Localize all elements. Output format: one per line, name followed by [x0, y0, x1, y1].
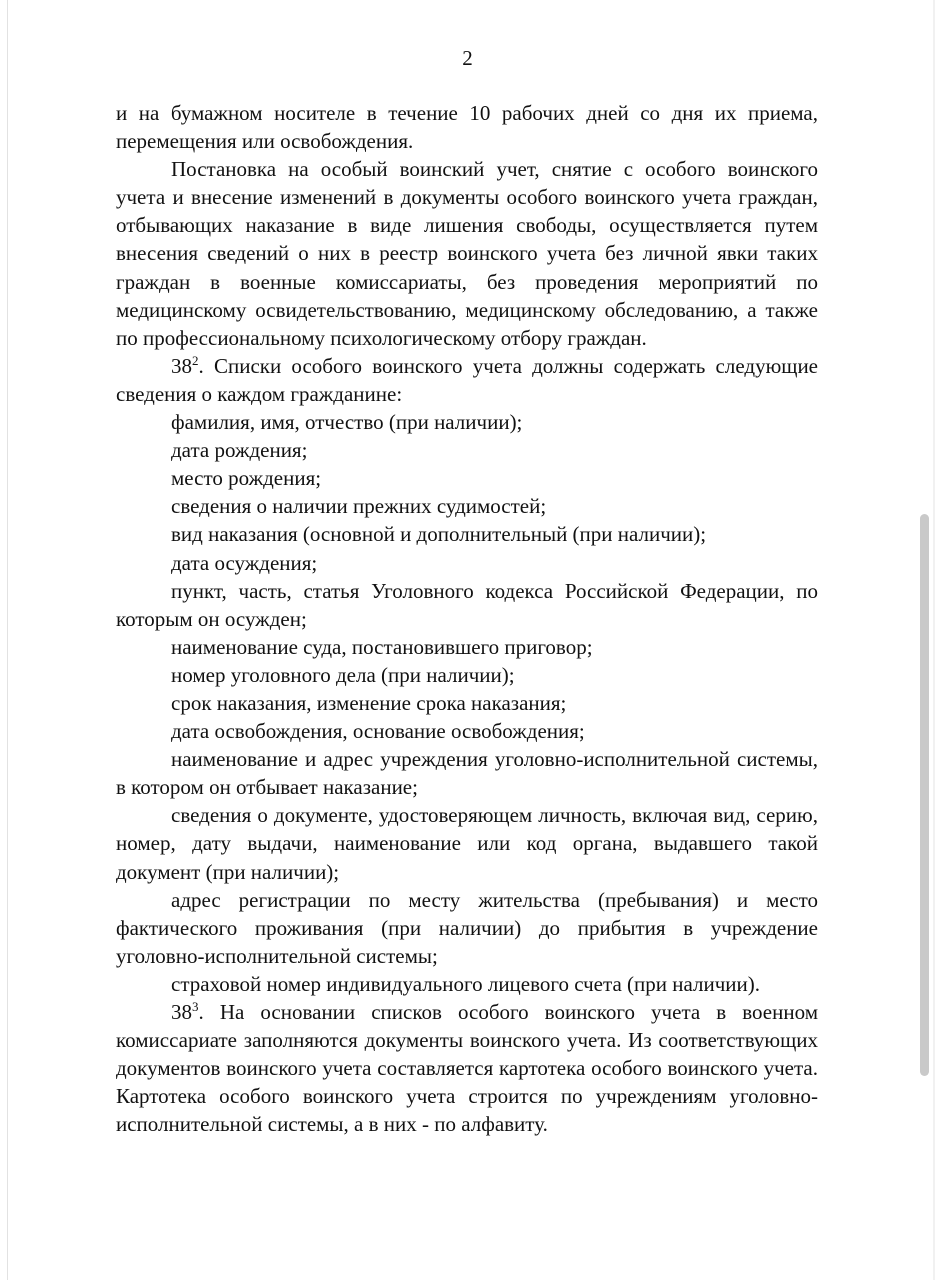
list-item: срок наказания, изменение срока наказания;	[171, 690, 567, 715]
page-number: 2	[462, 46, 473, 70]
list-item: дата освобождения, основание освобождения;	[171, 719, 585, 744]
list-item: страховой номер индивидуального лицевого счета (при наличии).	[171, 971, 760, 996]
list-item: пункт, часть, статья Уголовного кодекса Российской Федерации, по которым он осужден;	[116, 578, 818, 631]
clause-text: . Списки особого воинского учета должны содержать следующие сведения о каждом гражданине:	[116, 353, 818, 406]
paragraph-registration: Постановка на особый воинский учет, снятие с особого воинского учета и внесение изменений в документы особого воинского учета граждан, отбывающих наказание в виде лишения свободы, осуществляется путем внесения сведений о них в реестр воинского учета без личной явки таких граждан в военные комиссариаты, без проведения мероприятий по медицинскому освидетельствованию, медицинскому обследованию, а также по профессиональному психологическому отбору граждан.	[116, 157, 818, 350]
paragraph-continuation: и на бумажном носителе в течение 10 рабочих дней со дня их приема, перемещения или освобождения.	[116, 101, 818, 154]
scrollbar-thumb[interactable]	[920, 514, 929, 1076]
list-item: наименование и адрес учреждения уголовно-исполнительной системы, в котором он отбывает наказание;	[116, 747, 818, 800]
list-item: место рождения;	[171, 466, 322, 491]
clause-superscript: 3	[192, 999, 199, 1014]
page-left-edge	[7, 0, 8, 1280]
clause-superscript: 2	[192, 352, 199, 368]
list-item: вид наказания (основной и дополнительный (при наличии);	[171, 522, 707, 547]
list-item: наименование суда, постановившего приговор;	[171, 634, 593, 659]
clause-number: 38	[171, 1000, 192, 1024]
list-item: сведения о наличии прежних судимостей;	[171, 494, 547, 519]
list-item: номер уголовного дела (при наличии);	[171, 662, 515, 687]
list-item: дата осуждения;	[171, 550, 318, 575]
paragraph-38-2	[116, 352, 818, 408]
clause-text: . На основании списков особого воинского учета в военном комиссариате заполняются документы воинского учета. Из соответствующих документов воинского учета составляется картотека особого воинского учета. Картотека особого воинского учета строится по учреждениям уголовно-исполнительной системы, а в них - по алфавиту.	[116, 1000, 818, 1137]
document-body	[116, 99, 818, 1138]
list-item: адрес регистрации по месту жительства (пребывания) и место фактического проживания (при наличии) до прибытия в учреждение уголовно-исполнительной системы;	[116, 887, 818, 968]
paragraph-38-3	[116, 998, 818, 1138]
list-item: дата рождения;	[171, 438, 308, 463]
list-item: фамилия, имя, отчество (при наличии);	[171, 410, 523, 435]
list-item: сведения о документе, удостоверяющем личность, включая вид, серию, номер, дату выдачи, наименование или код органа, выдавшего такой документ (при наличии);	[116, 803, 818, 884]
clause-number: 38	[171, 353, 192, 378]
